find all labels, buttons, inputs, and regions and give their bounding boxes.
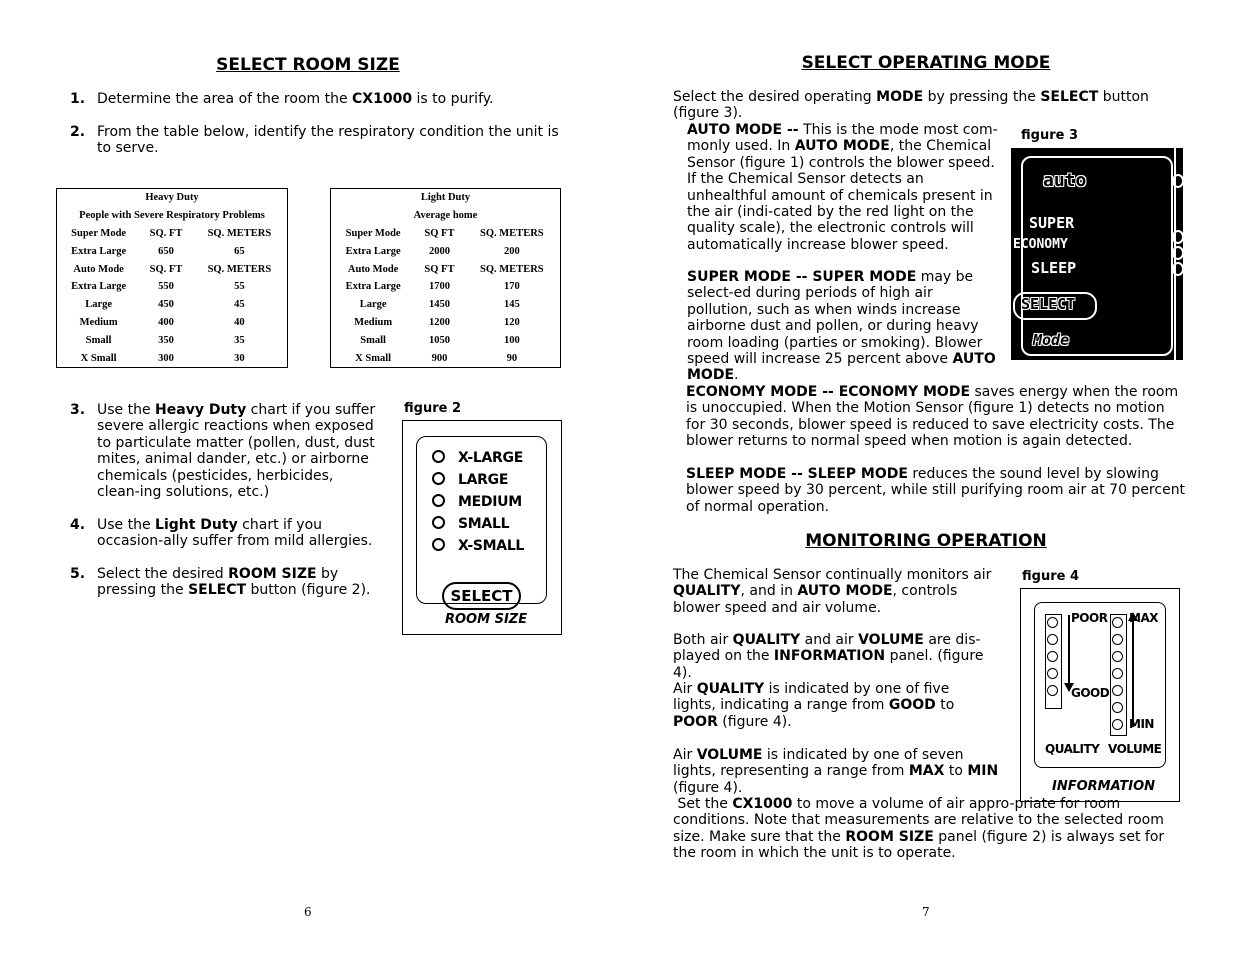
table-cell: SQ. FT bbox=[149, 263, 183, 275]
table-row bbox=[57, 260, 288, 278]
good-label: GOOD bbox=[1071, 686, 1110, 700]
volume-light-icon bbox=[1112, 634, 1123, 645]
volume-light-icon bbox=[1112, 702, 1123, 713]
table-row bbox=[331, 314, 561, 332]
page-title-operating-mode: SELECT OPERATING MODE bbox=[801, 53, 1051, 73]
chart-name: Heavy Duty bbox=[155, 402, 247, 418]
quality-light-icon bbox=[1047, 651, 1058, 662]
select-button-illustration: SELECT bbox=[442, 582, 521, 610]
monitoring-paragraph-3: Air QUALITY is indicated by one of five lights, indicating a range from GOOD to POOR (figure 4). bbox=[673, 681, 955, 730]
table-cell: 30 bbox=[234, 352, 245, 364]
step-text: Use the bbox=[97, 402, 156, 418]
section-title-monitoring: MONITORING OPERATION bbox=[805, 531, 1047, 551]
table-cell: SQ FT bbox=[424, 227, 455, 239]
table-cell: Small bbox=[85, 334, 112, 346]
monitoring-paragraph-5: Set the CX1000 to move a volume of air appro-priate for room conditions. Note that measurements are relative to the selected room size. Make sure that the ROOM SIZE panel (figure 2) is always set for the room in which the unit is to operate. bbox=[673, 796, 1165, 862]
figure-2-label: figure 2 bbox=[404, 401, 461, 416]
indicator-light-icon bbox=[1172, 174, 1183, 188]
table-subtitle: Average home bbox=[413, 210, 478, 222]
step-number: 4. bbox=[70, 517, 86, 533]
sleep-mode-description: SLEEP MODE -- SLEEP MODE reduces the sound level by slowing blower speed by 30 percent, while still purifying room air at 70 percent of normal operation. bbox=[686, 466, 1186, 515]
table-row bbox=[331, 296, 561, 314]
step-text: chart if you occasion-ally suffer from mild allergies. bbox=[97, 517, 373, 550]
table-cell: Extra Large bbox=[345, 245, 401, 257]
table-cell: 1450 bbox=[428, 299, 450, 311]
monitoring-paragraph-2: Both air QUALITY and air VOLUME are dis-played on the INFORMATION panel. (figure 4). bbox=[673, 632, 984, 681]
step-text: From the table below, identify the respiratory condition the unit is to serve. bbox=[97, 124, 559, 157]
mode-label-economy: ECONOMY bbox=[1013, 237, 1068, 252]
volume-light-icon bbox=[1112, 668, 1123, 679]
table-row bbox=[331, 260, 561, 278]
figure-4-label: figure 4 bbox=[1022, 569, 1079, 584]
table-row bbox=[331, 349, 561, 367]
table-title: Heavy Duty bbox=[145, 192, 199, 204]
figure-3-mode-panel-photo bbox=[1011, 148, 1183, 360]
table-cell: 2000 bbox=[428, 245, 450, 257]
table-cell: SQ. METERS bbox=[480, 227, 544, 239]
mode-label-sleep: SLEEP bbox=[1031, 259, 1077, 277]
room-size-option-medium: MEDIUM bbox=[432, 494, 522, 510]
table-cell: Large bbox=[359, 299, 387, 311]
step-text: button (figure 2). bbox=[246, 582, 371, 599]
min-label: MIN bbox=[1129, 717, 1154, 731]
table-cell: Auto Mode bbox=[347, 263, 399, 275]
room-size-option-x-small: X-SMALL bbox=[432, 538, 524, 554]
mode-label-auto: auto bbox=[1043, 170, 1087, 191]
room-size-panel-frame bbox=[416, 436, 547, 604]
table-cell: Medium bbox=[79, 316, 118, 328]
indicator-light-icon bbox=[432, 538, 445, 551]
mode-label-select: SELECT bbox=[1021, 295, 1076, 313]
table-cell: 100 bbox=[503, 334, 520, 346]
mode-label-super: SUPER bbox=[1029, 214, 1075, 232]
indicator-light-icon bbox=[432, 494, 445, 507]
table-cell: 120 bbox=[503, 316, 520, 328]
volume-light-icon bbox=[1112, 651, 1123, 662]
room-size-option-small: SMALL bbox=[432, 516, 509, 532]
table-cell: 90 bbox=[506, 352, 518, 364]
page-number-left: 6 bbox=[304, 905, 312, 919]
table-row bbox=[57, 296, 288, 314]
table-row bbox=[57, 331, 288, 349]
operating-mode-intro: Select the desired operating MODE by pressing the SELECT button (figure 3). bbox=[673, 89, 1149, 122]
table-cell: 450 bbox=[158, 299, 174, 311]
table-row bbox=[331, 242, 561, 260]
page-title-room-size: SELECT ROOM SIZE bbox=[216, 55, 400, 75]
indicator-light-icon bbox=[432, 450, 445, 463]
information-caption: INFORMATION bbox=[1052, 779, 1156, 794]
quality-light-icon bbox=[1047, 617, 1058, 628]
table-cell: 40 bbox=[234, 316, 245, 328]
indicator-light-icon bbox=[1172, 246, 1183, 260]
table-cell: SQ. METERS bbox=[207, 227, 272, 239]
step-text: Use the bbox=[97, 517, 156, 533]
table-title: Light Duty bbox=[420, 192, 471, 204]
table-cell: 350 bbox=[158, 334, 174, 346]
room-size-caption: ROOM SIZE bbox=[445, 612, 528, 627]
step-text: chart if you suffer severe allergic reactions when exposed to particulate matter (pollen, dust, dust mites, animal dander, etc.) or airborne chemicals (pesticides, herbicides, clean-ing solutions, etc.) bbox=[97, 402, 376, 501]
table-row bbox=[331, 331, 561, 349]
table-cell: 170 bbox=[503, 281, 520, 293]
monitoring-paragraph-4: Air VOLUME is indicated by one of seven lights, representing a range from MAX to MIN (figure 4). bbox=[673, 747, 999, 796]
table-cell: Super Mode bbox=[71, 227, 127, 239]
volume-arrow-icon bbox=[1132, 619, 1134, 727]
indicator-light-icon bbox=[1172, 230, 1183, 244]
auto-mode-description: AUTO MODE -- This is the mode most com-monly used. In AUTO MODE, the Chemical Sensor (figure 1) controls the blower speed. If the Chemical Sensor detects an unhealthful amount of chemicals present in the air (indi-cated by the red light on the quality scale), the electronic controls will automatically increase blower speed. bbox=[687, 122, 998, 253]
step-text: by pressing the bbox=[97, 566, 339, 599]
step-number: 5. bbox=[70, 566, 86, 582]
table-cell: 45 bbox=[234, 299, 245, 311]
table-cell: X Small bbox=[355, 352, 392, 364]
room-size-option-large: LARGE bbox=[432, 472, 508, 488]
max-label: MAX bbox=[1129, 611, 1158, 625]
table-row bbox=[331, 278, 561, 296]
button-name: SELECT bbox=[188, 582, 247, 599]
table-cell: Large bbox=[85, 299, 113, 311]
table-cell: 55 bbox=[234, 281, 245, 293]
table-cell: 1050 bbox=[428, 334, 450, 346]
table-cell: 1700 bbox=[428, 281, 450, 293]
table-cell: 200 bbox=[503, 245, 520, 257]
step-text: is to purify. bbox=[412, 91, 494, 107]
table-cell: Extra Large bbox=[71, 281, 127, 293]
table-cell: 550 bbox=[158, 281, 174, 293]
super-mode-description: SUPER MODE -- SUPER MODE may be select-ed during periods of high air pollution, such as when winds increase airborne dust and pollen, or during heavy room loading (parties or smoking). Blower speed will increase 25 percent above AUTO MODE. bbox=[687, 269, 996, 384]
table-cell: 300 bbox=[158, 352, 174, 364]
volume-light-icon bbox=[1112, 617, 1123, 628]
indicator-light-icon bbox=[432, 472, 445, 485]
page-number-right: 7 bbox=[922, 905, 930, 919]
step-text: Determine the area of the room the bbox=[97, 91, 353, 107]
table-cell: 400 bbox=[158, 316, 174, 328]
figure-2-room-size-panel bbox=[402, 420, 562, 635]
quality-arrow-icon bbox=[1068, 615, 1070, 691]
table-cell: Medium bbox=[354, 316, 393, 328]
table-row bbox=[331, 225, 561, 243]
volume-label: VOLUME bbox=[1108, 742, 1162, 756]
figure-4-information-panel bbox=[1020, 588, 1180, 802]
chart-name: Light Duty bbox=[155, 517, 238, 533]
information-panel-frame bbox=[1034, 602, 1166, 768]
step-text: Select the desired bbox=[97, 566, 229, 582]
table-cell: Auto Mode bbox=[73, 263, 124, 275]
step-number: 3. bbox=[70, 402, 86, 418]
indicator-light-icon bbox=[432, 516, 445, 529]
table-cell: SQ. FT bbox=[149, 227, 183, 239]
table-cell: 65 bbox=[234, 245, 245, 257]
table-cell: 1200 bbox=[428, 316, 450, 328]
step-number: 1. bbox=[70, 91, 86, 107]
table-row bbox=[57, 278, 288, 296]
quality-light-icon bbox=[1047, 634, 1058, 645]
table-cell: SQ FT bbox=[424, 263, 455, 275]
table-row bbox=[57, 314, 288, 332]
quality-light-icon bbox=[1047, 668, 1058, 679]
table-row bbox=[57, 225, 288, 243]
volume-light-icon bbox=[1112, 685, 1123, 696]
panel-name: ROOM SIZE bbox=[228, 566, 317, 582]
economy-mode-description: ECONOMY MODE -- ECONOMY MODE saves energy when the room is unoccupied. When the Motion Sensor (figure 1) detects no motion for 30 seconds, blower speed is reduced to save electricity costs. The blower returns to normal speed when motion is again detected. bbox=[686, 384, 1179, 450]
table-row bbox=[57, 242, 288, 260]
table-cell: Small bbox=[360, 334, 386, 346]
table-cell: X Small bbox=[80, 352, 117, 364]
poor-label: POOR bbox=[1071, 611, 1108, 625]
table-cell: SQ. METERS bbox=[207, 263, 272, 275]
figure-3-label: figure 3 bbox=[1021, 128, 1078, 143]
table-cell: Extra Large bbox=[345, 281, 401, 293]
table-cell: 650 bbox=[158, 245, 174, 257]
quality-label: QUALITY bbox=[1045, 742, 1100, 756]
table-cell: Extra Large bbox=[71, 245, 127, 257]
indicator-light-icon bbox=[1172, 262, 1183, 276]
volume-light-icon bbox=[1112, 719, 1123, 730]
light-duty-table bbox=[330, 188, 561, 368]
model-name: CX1000 bbox=[352, 91, 413, 107]
mode-label-mode: Mode bbox=[1033, 331, 1070, 349]
table-cell: 35 bbox=[234, 334, 245, 346]
monitoring-paragraph-1: The Chemical Sensor continually monitors air QUALITY, and in AUTO MODE, controls blower speed and air volume. bbox=[673, 567, 992, 616]
table-row bbox=[57, 349, 288, 367]
table-cell: 900 bbox=[431, 352, 448, 364]
heavy-duty-table bbox=[56, 188, 288, 368]
table-subtitle: People with Severe Respiratory Problems bbox=[79, 210, 265, 222]
room-size-option-x-large: X-LARGE bbox=[432, 450, 523, 466]
step-number: 2. bbox=[70, 124, 86, 140]
table-cell: 145 bbox=[503, 299, 520, 311]
table-cell: Super Mode bbox=[345, 227, 401, 239]
table-cell: SQ. METERS bbox=[480, 263, 544, 275]
quality-light-icon bbox=[1047, 685, 1058, 696]
